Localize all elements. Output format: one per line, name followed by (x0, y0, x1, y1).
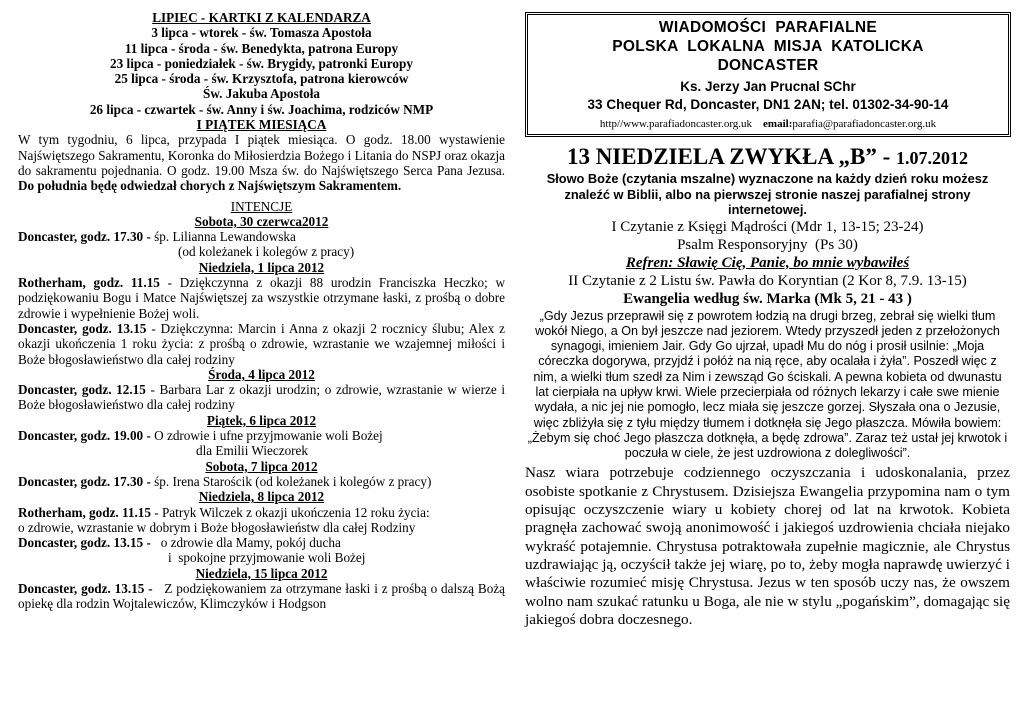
intention-item (18, 229, 505, 244)
intention-item (18, 275, 505, 321)
masthead-contact (532, 116, 1004, 132)
intention-text: O zdrowie i ufne przyjmowanie woli Bożej (150, 428, 383, 444)
sunday-date: 1.07.2012 (896, 148, 969, 168)
intention-text: - Dziękczynna: Marcin i Anna z okazji 2 rocznicy ślubu; Alex z okazji ukończenia 1 roku życia: z prośbą o zdrowie, wzrastanie we wzajemnej miłości i Boże błogosławieństwo dla całej rodziny (18, 320, 505, 367)
intention-text: Z podziękowaniem za otrzymane łaski i z prośbą o dalszą Bożą opiekę dla rodzin Wojtalewiczów, Klimczyków i Hodgson (18, 580, 509, 612)
intention-place: Rotherham, godz. 11.15 (18, 504, 151, 520)
day-heading: Sobota, 7 lipca 2012 (205, 458, 318, 474)
first-friday-heading: I PIĄTEK MIESIĄCA (196, 117, 327, 133)
day-heading: Sobota, 30 czerwca2012 (194, 213, 329, 229)
intention-item (18, 428, 505, 443)
email-link[interactable]: parafia@parafiadoncaster.org.uk (792, 118, 937, 130)
website-link[interactable]: http//www.parafiadoncaster.org.uk (599, 118, 753, 130)
calendar-heading: LIPIEC - KARTKI Z KALENDARZA (152, 10, 371, 25)
intention-item (18, 474, 505, 489)
gospel-text: „Gdy Jezus przeprawił się z powrotem łodzią na drugi brzeg, zebrał się wielki tłum wokół Niego, a On był jeszcze nad jeziorem. Wtedy przyszedł jeden z przełożonych synagogi, imieniem Jair. Gdy Go ujrzał, upadł Mu do nóg i prosił usilnie: „Moja córeczka dogorywa, przyjdź i połóż na nią ręce, aby ocalała i żyła”. Poszedł więc z nim, a wielki tłum szedł za Nim i zewsząd Go ściskali. A pewna kobieta od dwunastu lat cierpiała na upływ krwi. Wiele przecierpiała od różnych lekarzy i całe swe mienie wydała, a nic jej nie pomogło, lecz miała się jeszcze gorzej. Słyszała ona o Jezusie, więc zbliżyła się z tyłu między tłumem i dotknęła się Jego płaszcza. Mówiła bowiem: „Żebym się choć Jego płaszcza dotknęła, a będę zdrowa”. Zaraz też ustał jej krwotok i poczuła w ciele, że jest uzdrowiona z dolegliwości”. (527, 308, 1008, 461)
right-column (525, 12, 1010, 629)
intention-place: Doncaster, godz. 17.30 - (18, 229, 151, 245)
intention-item (18, 382, 505, 413)
calendar-entry: 23 lipca - poniedziałek - św. Brygidy, patronki Europy (110, 55, 413, 71)
psalm-refrain: Refren: Sławię Cię, Panie, bo mnie wybawiłeś (625, 254, 910, 271)
calendar-entry: 25 lipca - środa - św. Krzysztofa, patrona kierowców (114, 71, 409, 87)
masthead-priest: Ks. Jerzy Jan Prucnal SChr (680, 79, 856, 94)
masthead-title: WIADOMOŚCI PARAFIALNE (658, 19, 878, 36)
calendar-entry: Św. Jakuba Apostoła (203, 86, 320, 102)
intention-item (18, 535, 505, 550)
first-friday-bold: Do południa będę odwiedzał chorych z Najświętszym Sakramentem. (18, 178, 402, 194)
first-reading: I Czytanie z Księgi Mądrości (Mdr 1, 13-15; 23-24) (611, 218, 924, 235)
calendar-entry: 11 lipca - środa - św. Benedykta, patrona Europy (124, 40, 399, 56)
day-heading: Niedziela, 1 lipca 2012 (198, 259, 325, 275)
intention-text: - Dziękczynna z okazji 88 urodzin Franciszka Heczko; w podziękowaniu Bogu i Matce Najświętszej za wszystkie otrzymane łaski, z prośbą o dobre zdrowie i wypełnienie Bożej woli. (18, 275, 505, 321)
left-column (18, 10, 509, 612)
reflection-text: Nasz wiara potrzebuje codziennego oczyszczania i udoskonalania, przez osobiste spotkanie z Chrystusem. Dzisiejsza Ewangelia przypomina nam o tym opisując oczyszczenie wiary u kobiety chorej od lat na krwotok. Kobieta pragnęła zachować swoją anonimowość i jakiegoś uzdrowienia chciała niejako wykraść potajemnie. Chrystusa potraktowała zupełnie magicznie, ale Chrystus uzdrawiając ją, oczyścił także jej wiarę, po to, żeby mogła naprawdę uwierzyć i właściwie rozumieć misję Chrystusa. Jezus w ten sposób uczy nas, że owszem wolno nam szukać ratunku u Boga, ale nie w stylu „pogańskim”, domagając się jakiegoś dobra doczesnego. (525, 464, 1010, 628)
masthead-city: DONCASTER (717, 57, 819, 74)
intention-place: Rotherham, godz. 11.15 (18, 275, 160, 291)
gospel-heading: Ewangelia według św. Marka (Mk 5, 21 - 43 ) (623, 290, 912, 307)
intentions-heading: INTENCJE (230, 198, 293, 214)
intention-item (18, 321, 505, 367)
email-label: email: (763, 118, 793, 130)
masthead-address: 33 Chequer Rd, Doncaster, DN1 2AN; tel. 01302-34-90-14 (587, 97, 949, 112)
intention-item (18, 580, 509, 612)
day-heading: Piątek, 6 lipca 2012 (206, 412, 317, 428)
intention-place: Doncaster, godz. 19.00 - (18, 428, 151, 444)
day-heading: Niedziela, 15 lipca 2012 (195, 565, 328, 581)
masthead-subtitle: POLSKA LOKALNA MISJA KATOLICKA (612, 38, 924, 55)
intention-text: - Patryk Wilczek z okazji ukończenia 12 roku życia: (150, 504, 430, 520)
intention-place: Doncaster, godz. 13.15 (18, 320, 147, 336)
sunday-name: 13 NIEDZIELA ZWYKŁA „B” - (566, 144, 897, 169)
sunday-title (525, 144, 1010, 171)
intention-cont: o zdrowie, wzrastanie w dobrym i Boże błogosławieństw dla całej Rodziny (18, 519, 416, 535)
intention-text: śp. Irena Starościk (od koleżanek i kolegów z pracy) (150, 473, 432, 489)
intention-place: Doncaster, godz. 13.15 - (18, 535, 151, 551)
calendar-entry: 26 lipca - czwartek - św. Anny i św. Joachima, rodziców NMP (89, 101, 434, 117)
intention-text: śp. Lilianna Lewandowska (150, 229, 296, 245)
day-heading: Środa, 4 lipca 2012 (208, 366, 315, 382)
psalm: Psalm Responsoryjny (Ps 30) (677, 236, 858, 253)
intention-cont: (od koleżanek i kolegów z pracy) (178, 244, 355, 260)
intention-cont: i spokojne przyjmowanie woli Bożej (168, 550, 366, 566)
intention-text: o zdrowie dla Mamy, pokój ducha (150, 535, 341, 551)
second-reading: II Czytanie z 2 Listu św. Pawła do Koryntian (2 Kor 8, 7.9. 13-15) (568, 272, 967, 289)
intention-place: Doncaster, godz. 13.15 - (18, 580, 153, 596)
calendar-entry: 3 lipca - wtorek - św. Tomasza Apostoła (151, 25, 372, 41)
word-of-god-note: Słowo Boże (czytania mszalne) wyznaczone na każdy dzień roku możesz znaleźć w Biblii, albo na pierwszej stronie naszej parafialnej strony internetowej. (546, 171, 989, 217)
intention-place: Doncaster, godz. 17.30 - (18, 473, 151, 489)
day-heading: Niedziela, 8 lipca 2012 (198, 489, 325, 505)
intention-cont: dla Emilii Wieczorek (196, 443, 309, 459)
intention-item (18, 505, 505, 520)
intention-text: - Barbara Lar z okazji urodzin; o zdrowie, wzrastanie w wierze i Boże błogosławieństwo dla całej rodziny (18, 382, 505, 413)
intention-place: Doncaster, godz. 12.15 (18, 382, 146, 398)
first-friday-text (18, 132, 505, 193)
first-friday-body: W tym tygodniu, 6 lipca, przypada I piątek miesiąca. O godz. 18.00 wystawienie Najświętszego Sakramentu, Koronka do Miłosierdzia Bożego i Litania do NSPJ oraz okazja do sakramentu pojednania. O godz. 19.00 Msza św. do Najświętszego Serca Pana Jezusa. (18, 132, 505, 178)
masthead-box (525, 12, 1011, 137)
